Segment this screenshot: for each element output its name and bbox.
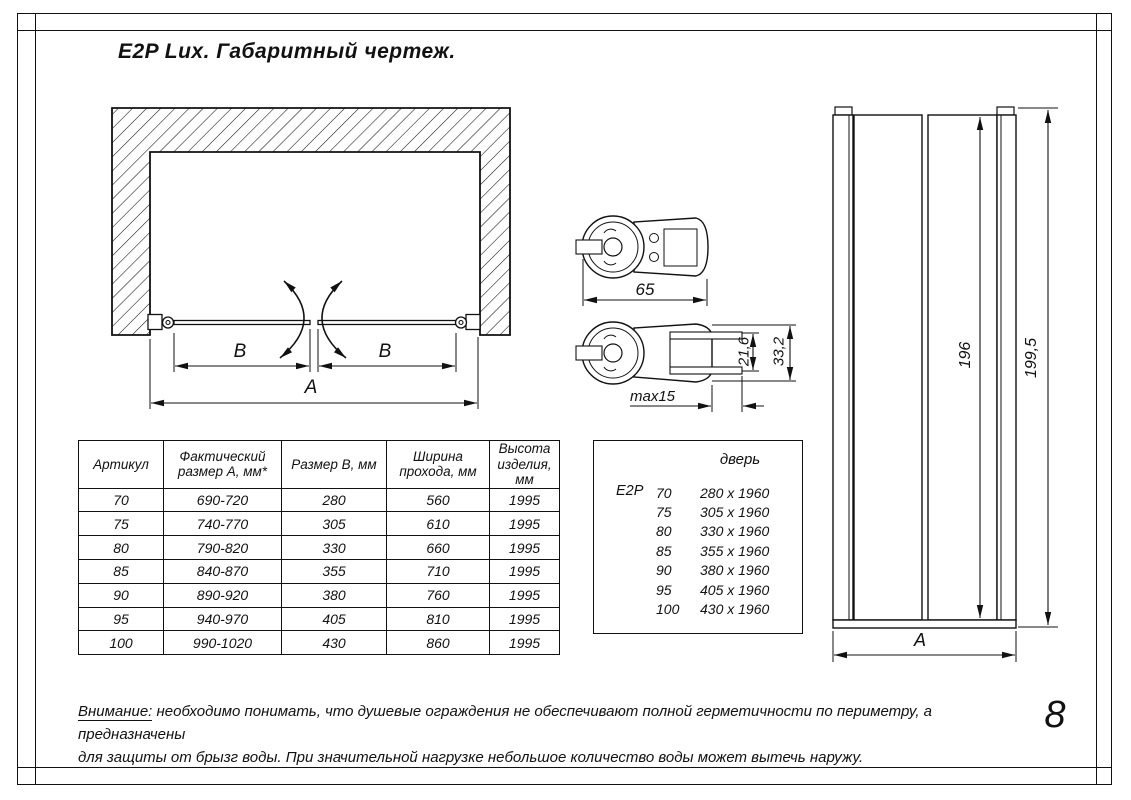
- door-size-row: [656, 522, 802, 541]
- size-table-header-row: [79, 441, 560, 489]
- door-size-row: [656, 561, 802, 580]
- table-cell: 1995: [490, 583, 560, 607]
- table-cell: 890-920: [164, 583, 282, 607]
- size-table-row: [79, 488, 560, 512]
- table-cell: 380: [282, 583, 387, 607]
- table-cell: 100: [79, 631, 164, 655]
- door-size-row: [656, 483, 802, 502]
- table-cell: 560: [387, 488, 490, 512]
- table-cell: 280: [282, 488, 387, 512]
- table-cell: 70: [79, 488, 164, 512]
- warning-note-line1: [78, 700, 1028, 746]
- table-cell: 1995: [490, 607, 560, 631]
- size-table-header: Высота изделия, мм: [490, 441, 560, 489]
- table-cell: 90: [79, 583, 164, 607]
- table-cell: 810: [387, 607, 490, 631]
- table-cell: 405: [282, 607, 387, 631]
- door-size: 85: [656, 542, 672, 559]
- door-size: 70: [656, 484, 672, 501]
- table-cell: 95: [79, 607, 164, 631]
- table-cell: 840-870: [164, 559, 282, 583]
- door-size-row: [656, 541, 802, 560]
- door-size-box: [593, 440, 803, 634]
- door-dims: 280 x 1960: [700, 484, 770, 501]
- door-size-row: [656, 502, 802, 521]
- table-cell: 610: [387, 512, 490, 536]
- table-cell: 1995: [490, 488, 560, 512]
- door-dims: 330 x 1960: [700, 523, 770, 540]
- door-size-row: [656, 599, 802, 618]
- table-cell: 1995: [490, 631, 560, 655]
- plan-view-drawing: [112, 108, 510, 409]
- table-cell: 1995: [490, 536, 560, 560]
- table-cell: 75: [79, 512, 164, 536]
- door-size: 95: [656, 581, 672, 598]
- size-table-row: [79, 559, 560, 583]
- door-size: 80: [656, 523, 672, 540]
- table-cell: 355: [282, 559, 387, 583]
- size-table: [78, 440, 560, 655]
- table-cell: 740-770: [164, 512, 282, 536]
- door-dims: 430 x 1960: [700, 601, 770, 618]
- dim-label-a-front: A: [913, 630, 926, 650]
- table-cell: 710: [387, 559, 490, 583]
- size-table-header: Размер В, мм: [282, 441, 387, 489]
- size-table-row: [79, 631, 560, 655]
- door-size: 100: [656, 601, 680, 618]
- door-dims: 380 x 1960: [700, 562, 770, 579]
- size-table-row: [79, 536, 560, 560]
- door-size: 75: [656, 504, 672, 521]
- door-box-body: [594, 483, 802, 619]
- door-size-row: [656, 580, 802, 599]
- table-cell: 430: [282, 631, 387, 655]
- table-cell: 85: [79, 559, 164, 583]
- dim-label-33-2: 33,2: [770, 336, 788, 367]
- dim-label-196: 196: [957, 341, 974, 369]
- door-dims: 355 x 1960: [700, 542, 770, 559]
- table-cell: 760: [387, 583, 490, 607]
- table-cell: 940-970: [164, 607, 282, 631]
- size-table-header: Артикул: [79, 441, 164, 489]
- size-table-header: Ширина прохода, мм: [387, 441, 490, 489]
- dim-label-21-6: 21,6: [735, 336, 753, 367]
- table-cell: 660: [387, 536, 490, 560]
- warning-note-label: Внимание:: [78, 703, 153, 720]
- dim-label-b-right: B: [378, 341, 392, 362]
- profile-section-adjust-drawing: [576, 322, 796, 412]
- table-cell: 990-1020: [164, 631, 282, 655]
- table-cell: 330: [282, 536, 387, 560]
- size-table-header: Фактический размер А, мм*: [164, 441, 282, 489]
- warning-note-text1: необходимо понимать, что душевые ограждения не обеспечивают полной герметичности по периметру, а предназначены: [78, 703, 933, 743]
- door-dims: 405 x 1960: [700, 581, 770, 598]
- door-series-label: E2P: [616, 483, 644, 499]
- table-cell: 1995: [490, 559, 560, 583]
- dim-label-max15: max15: [630, 388, 676, 405]
- table-cell: 305: [282, 512, 387, 536]
- warning-note-text2: для защиты от брызг воды. При значительной нагрузке небольшое количество воды может вытечь наружу.: [78, 749, 864, 766]
- table-cell: 790-820: [164, 536, 282, 560]
- table-cell: 80: [79, 536, 164, 560]
- door-box-title: дверь: [719, 451, 761, 468]
- size-table-row: [79, 512, 560, 536]
- door-size-rows: [656, 483, 802, 619]
- table-cell: 690-720: [164, 488, 282, 512]
- size-table-row: [79, 583, 560, 607]
- door-size: 90: [656, 562, 672, 579]
- page-title: E2P Lux. Габаритный чертеж.: [118, 40, 456, 63]
- dim-label-65: 65: [635, 280, 655, 299]
- table-cell: 860: [387, 631, 490, 655]
- dim-label-b-left: B: [233, 341, 247, 362]
- page-number: 8: [1044, 694, 1066, 736]
- dim-label-199-5: 199,5: [1023, 337, 1040, 379]
- size-table-row: [79, 607, 560, 631]
- door-dims: 305 x 1960: [700, 504, 770, 521]
- dim-label-a-plan: A: [304, 377, 318, 398]
- table-cell: 1995: [490, 512, 560, 536]
- warning-note: [78, 700, 1028, 769]
